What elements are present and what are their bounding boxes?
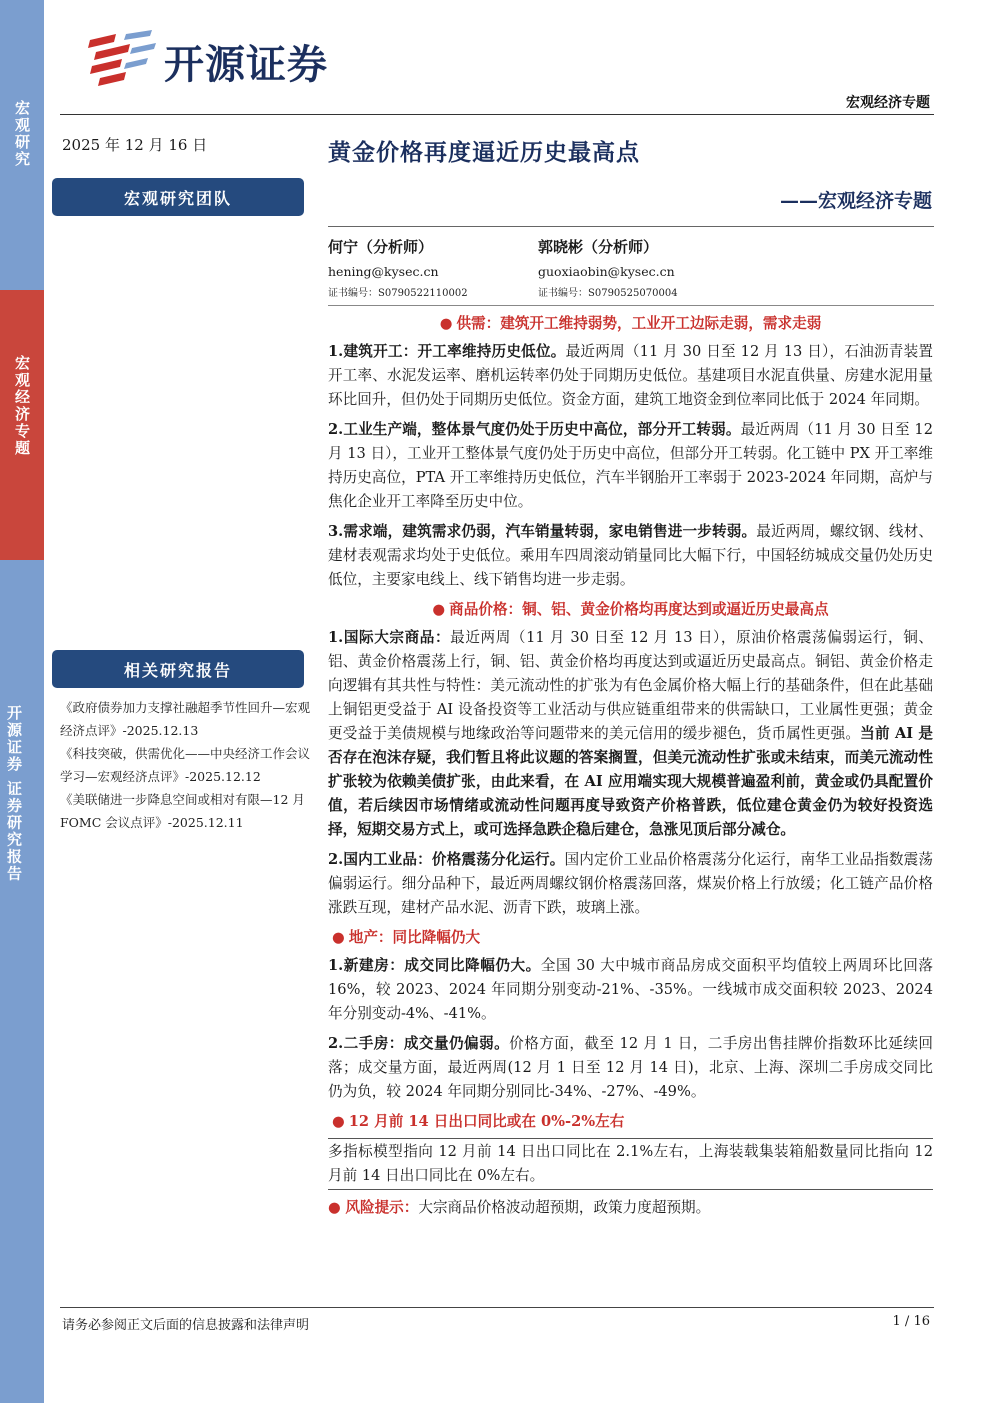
paragraph-text: 价格方面，截至 12 月 1 日，二手房出售挂牌价指数环比延续回落；成交量方面，最近两周(12 月 1 日至 12 月 14 日)，北京、上海、深圳二手房成交同比仍为负，较 2024 年同期分别同比-34%、-27%、-49%。 xyxy=(328,1035,933,1100)
section-heading-text: 12 月前 14 日出口同比或在 0%-2%左右 xyxy=(348,1113,625,1130)
section-heading-text: 供需：建筑开工维持弱势，工业开工边际走弱，需求走弱 xyxy=(456,315,822,332)
footer-divider xyxy=(60,1307,934,1308)
section-heading-text: 商品价格：铜、铝、黄金价格均再度达到或逼近历史最高点 xyxy=(449,601,829,618)
page-number: 1 / 16 xyxy=(892,1314,930,1329)
footer-disclaimer: 请务必参阅正文后面的信息披露和法律声明 xyxy=(62,1318,310,1333)
title-divider xyxy=(328,226,934,227)
section-heading xyxy=(328,312,933,336)
section-heading xyxy=(328,926,933,950)
sidebar-label-topic: 宏观经济专题 xyxy=(13,355,31,457)
paragraph-text: 多指标模型指向 12 月前 14 日出口同比在 2.1%左右，上海装载集装箱船数量同比指向 12 月前 14 日出口同比在 0%左右。 xyxy=(328,1143,933,1184)
risk-text: 大宗商品价格波动超预期，政策力度超预期。 xyxy=(418,1199,711,1216)
paragraph-emphasis: 当前 AI 是否存在泡沫存疑，我们暂且将此议题的答案搁置，但美元流动性扩张或未结束，而美元流动性扩张较为依赖美债扩张，由此来看，在 AI 应用端实现大规模普遍盈利前，黄金或仍具配置价值，若后续因市场情绪或流动性问题再度导致资产价格普跌，低位建仓黄金仍为较好投资选择，短期交易方式上，或可选择急跌企稳后建仓，急涨见顶后部分减仓。 xyxy=(328,725,934,838)
analyst-cert: 证书编号：S0790522110002 xyxy=(328,288,468,299)
analyst-email[interactable]: guoxiaobin@kysec.cn xyxy=(538,264,675,279)
paragraph-lead: 1.建筑开工：开工率维持历史低位。 xyxy=(328,343,566,360)
paragraph xyxy=(328,1032,933,1104)
report-title: 黄金价格再度逼近历史最高点 xyxy=(328,139,640,166)
bullet-icon: ● xyxy=(432,601,446,618)
paragraph-text: 全国 30 大中城市商品房成交面积平均值较上两周环比回落 16%，较 2023、2024 年同期分别变动-21%、-35%。一线城市成交面积较 2023、2024 年分别变动-4%、-41%。 xyxy=(328,957,933,1022)
related-report-link[interactable]: 《美联储进一步降息空间或相对有限—12 月 FOMC 会议点评》-2025.12.11 xyxy=(60,792,305,830)
analyst-email[interactable]: hening@kysec.cn xyxy=(328,264,439,279)
report-date: 2025 年 12 月 16 日 xyxy=(62,136,208,154)
export-estimate-box xyxy=(328,1138,933,1190)
paragraph-lead: 1.国际大宗商品： xyxy=(328,629,451,646)
analyst-card xyxy=(538,236,758,299)
sidebar-band xyxy=(0,0,44,1403)
related-report-link[interactable]: 《科技突破，供需优化——中央经济工作会议学习—宏观经济点评》-2025.12.12 xyxy=(60,746,311,784)
related-report-link[interactable]: 《政府债券加力支撑社融超季节性回升—宏观经济点评》-2025.12.13 xyxy=(60,700,311,738)
section-heading-text: 地产：同比降幅仍大 xyxy=(348,929,481,946)
paragraph-lead: 1.新建房：成交同比降幅仍大。 xyxy=(328,957,541,974)
report-subtitle: ——宏观经济专题 xyxy=(779,190,932,212)
paragraph xyxy=(328,418,933,514)
related-reports-list xyxy=(60,696,310,834)
report-category: 宏观经济专题 xyxy=(846,95,930,111)
paragraph xyxy=(328,626,933,842)
paragraph-lead: 2.国内工业品：价格震荡分化运行。 xyxy=(328,851,565,868)
paragraph-text: 最近两周（11 月 30 日至 12 月 13 日），石油沥青装置开工率、水泥发运率、磨机运转率仍处于同期历史低位。基建项目水泥直供量、房建水泥用量环比回升，但仍处于同期历史低位。资金方面，建筑工地资金到位率同比低于 2024 年同期。 xyxy=(328,343,933,408)
paragraph xyxy=(328,340,933,412)
analyst-cert: 证书编号：S0790525070004 xyxy=(538,288,678,299)
bullet-icon: ● xyxy=(328,1199,341,1216)
sidebar-label-macro: 宏观研究 xyxy=(13,100,31,168)
team-label: 宏观研究团队 xyxy=(52,178,304,216)
analyst-card xyxy=(328,236,548,299)
analyst-name: 何宁（分析师） xyxy=(328,238,434,256)
section-heading xyxy=(328,1110,933,1134)
paragraph xyxy=(328,848,933,920)
paragraph-lead: 2.二手房：成交量仍偏弱。 xyxy=(328,1035,510,1052)
logo-text: 开源证券 xyxy=(164,41,328,88)
paragraph-text: 最近两周（11 月 30 日至 12 月 13 日），工业开工整体景气度仍处于历史中高位，但部分开工转弱。化工链中 PX 开工率维持历史高位，PTA 开工率维持历史低位，汽车半钢胎开工率弱于 2023-2024 年同期，高炉与焦化企业开工率降至历史中位。 xyxy=(328,421,933,510)
bullet-icon: ● xyxy=(439,315,453,332)
paragraph xyxy=(328,520,933,592)
analyst-name: 郭晓彬（分析师） xyxy=(538,238,659,256)
header-divider xyxy=(60,114,934,115)
section-heading xyxy=(328,598,933,622)
paragraph-text: 最近两周，螺纹钢、线材、建材表观需求均处于史低位。乘用车四周滚动销量同比大幅下行，中国轻纺城成交量仍处历史低位，主要家电线上、线下销售均进一步走弱。 xyxy=(328,523,933,588)
bullet-icon: ● xyxy=(332,929,345,946)
report-body xyxy=(328,312,933,1220)
paragraph-text: 最近两周（11 月 30 日至 12 月 13 日），原油价格震荡偏弱运行，铜、铝、黄金价格震荡上行，铜、铝、黄金价格均再度达到或逼近历史最高点。铜铝、黄金价格走向逻辑有其共性与特性：美元流动性的扩张为有色金属价格大幅上行的基础条件，但在此基础上铜铝更受益于 AI 设备投资等工业活动与供应链重组带来的供需缺口，工业属性更强；黄金更受益于美债规模与地缘政治等问题带来的美元信用的缓步褪色，货币属性更强。 xyxy=(328,629,933,742)
paragraph xyxy=(328,954,933,1026)
paragraph-lead: 3.需求端，建筑需求仍弱，汽车销量转弱，家电销售进一步转弱。 xyxy=(328,523,757,540)
risk-notice xyxy=(328,1196,933,1220)
bullet-icon: ● xyxy=(332,1113,345,1130)
paragraph-lead: 2.工业生产端，整体景气度仍处于历史中高位，部分开工转弱。 xyxy=(328,421,741,438)
risk-label: 风险提示： xyxy=(345,1199,419,1216)
related-reports-label: 相关研究报告 xyxy=(52,650,304,688)
analyst-divider xyxy=(328,305,934,306)
paragraph-text: 国内定价工业品价格震荡分化运行，南华工业品指数震荡偏弱运行。细分品种下，最近两周螺纹钢价格震荡回落，煤炭价格上行放缓；化工链产品价格涨跌互现，建材产品水泥、沥青下跌，玻璃上涨。 xyxy=(328,851,933,916)
sidebar-label-report: 开源证券 证券研究报告 xyxy=(5,705,23,883)
company-logo xyxy=(86,30,328,92)
logo-mark-icon xyxy=(86,30,158,92)
